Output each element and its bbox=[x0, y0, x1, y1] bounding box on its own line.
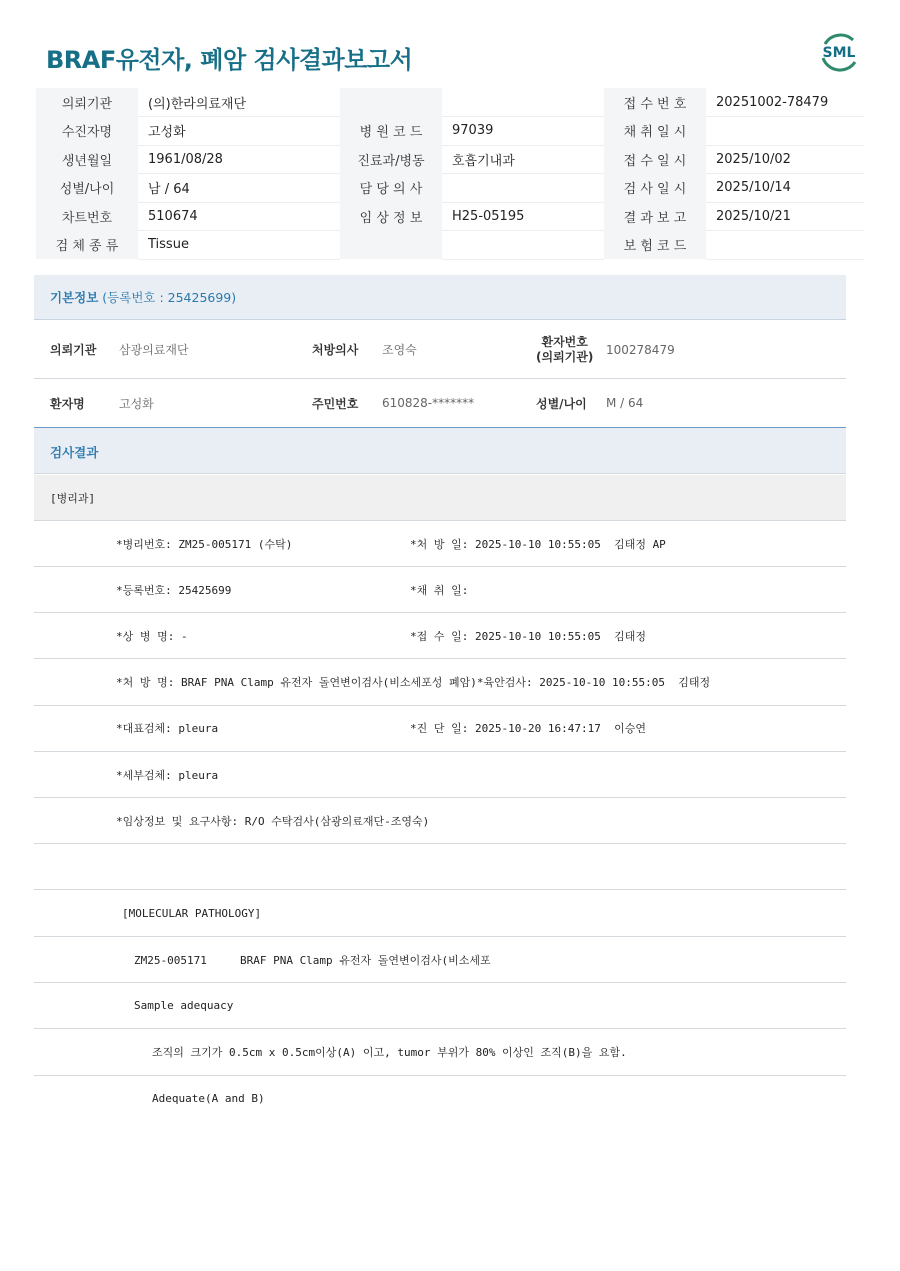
header-value-c: 2025/10/21 bbox=[706, 202, 864, 231]
pathology-section-label: [병리과] bbox=[50, 491, 96, 505]
report-title: BRAF유전자, 폐암 검사결과보고서 bbox=[46, 46, 413, 74]
header-value-b: 호흡기내과 bbox=[442, 145, 604, 174]
header-label-b: 진료과/병동 bbox=[340, 145, 442, 174]
header-label-b bbox=[340, 88, 442, 117]
result-line-left: *등록번호: 25425699 bbox=[116, 583, 232, 597]
header-label-c: 접 수 번 호 bbox=[604, 88, 706, 117]
result-line bbox=[34, 844, 846, 890]
registration-number: (등록번호 : 25425699) bbox=[102, 290, 237, 305]
molecular-line bbox=[34, 1076, 846, 1122]
patient-no-label-line1: 환자번호 bbox=[541, 334, 588, 349]
result-line bbox=[34, 798, 846, 844]
header-label-a: 의뢰기관 bbox=[36, 88, 138, 117]
result-line bbox=[34, 752, 846, 798]
result-line-right: *채 취 일: bbox=[410, 583, 469, 597]
doctor-value: 조영숙 bbox=[382, 343, 417, 357]
sex-age-label: 성별/나이 bbox=[536, 396, 587, 411]
header-value-b bbox=[442, 88, 604, 117]
patient-no-label bbox=[536, 321, 593, 378]
header-value-a: 남 / 64 bbox=[138, 174, 340, 203]
basic-info-band bbox=[34, 275, 846, 320]
header-label-a: 수진자명 bbox=[36, 117, 138, 146]
header-label-c: 보 험 코 드 bbox=[604, 231, 706, 260]
header-value-c bbox=[706, 231, 864, 260]
header-value-c: 20251002-78479 bbox=[706, 88, 864, 117]
molecular-line-text: Sample adequacy bbox=[134, 999, 234, 1013]
result-line-right: *접 수 일: 2025-10-10 10:55:05 김태정 bbox=[410, 629, 646, 643]
header-label-b bbox=[340, 231, 442, 260]
header-row bbox=[36, 88, 864, 117]
header-label-b: 병 원 코 드 bbox=[340, 117, 442, 146]
header-value-c bbox=[706, 117, 864, 146]
org-value: 삼광의료재단 bbox=[119, 343, 189, 357]
result-line-left: *대표검체: pleura bbox=[116, 722, 219, 736]
header-row bbox=[36, 231, 864, 260]
result-line-left: *병리번호: ZM25-005171 (수탁) bbox=[116, 537, 293, 551]
header-value-a: 510674 bbox=[138, 202, 340, 231]
name-value: 고성화 bbox=[119, 396, 154, 411]
header-value-b: 97039 bbox=[442, 117, 604, 146]
result-line bbox=[34, 660, 846, 706]
sml-logo bbox=[815, 28, 863, 76]
result-line bbox=[34, 521, 846, 567]
header-value-a: Tissue bbox=[138, 231, 340, 260]
result-line-left: *처 방 명: BRAF PNA Clamp 유전자 돌연변이검사(비소세포성 폐암)*육안검사: 2025-10-10 10:55:05 김태정 bbox=[116, 676, 711, 690]
id-value: 610828-******* bbox=[382, 396, 475, 410]
header-value-a: 고성화 bbox=[138, 117, 340, 146]
header-row bbox=[36, 117, 864, 146]
molecular-line bbox=[34, 891, 846, 937]
header-label-c: 접 수 일 시 bbox=[604, 145, 706, 174]
patient-no-value: 100278479 bbox=[606, 342, 675, 357]
header-label-b: 임 상 정 보 bbox=[340, 202, 442, 231]
name-label: 환자명 bbox=[50, 396, 85, 411]
patient-no-label-line2: (의뢰기관) bbox=[536, 349, 594, 364]
header-value-b bbox=[442, 231, 604, 260]
org-label: 의뢰기관 bbox=[50, 343, 97, 357]
header-value-c: 2025/10/14 bbox=[706, 174, 864, 203]
header-label-b: 담 당 의 사 bbox=[340, 174, 442, 203]
patient-header-table bbox=[36, 88, 864, 260]
molecular-line-text: ZM25-005171 BRAF PNA Clamp 유전자 돌연변이검사(비소세포 bbox=[134, 953, 491, 967]
header-label-c: 채 취 일 시 bbox=[604, 117, 706, 146]
header-row bbox=[36, 145, 864, 174]
header-label-c: 결 과 보 고 bbox=[604, 202, 706, 231]
molecular-line bbox=[34, 983, 846, 1029]
logo-text: SML bbox=[822, 45, 856, 61]
result-line bbox=[34, 706, 846, 752]
molecular-line-text: 조직의 크기가 0.5cm x 0.5cm이상(A) 이고, tumor 부위가 80% 이상인 조직(B)을 요함. bbox=[152, 1046, 627, 1060]
basic-info-label: 기본정보 bbox=[50, 290, 99, 305]
molecular-line-text: [MOLECULAR PATHOLOGY] bbox=[122, 907, 262, 920]
header-value-b bbox=[442, 174, 604, 203]
molecular-line-text: Adequate(A and B) bbox=[152, 1092, 265, 1106]
header-label-a: 생년월일 bbox=[36, 145, 138, 174]
molecular-line bbox=[34, 1030, 846, 1076]
result-line-left: *세부검체: pleura bbox=[116, 768, 219, 782]
sex-age-value: M / 64 bbox=[606, 396, 644, 410]
header-value-b: H25-05195 bbox=[442, 202, 604, 231]
results-band bbox=[34, 427, 846, 474]
header-label-a: 검 체 종 류 bbox=[36, 231, 138, 260]
header-label-a: 성별/나이 bbox=[36, 174, 138, 203]
pathology-section-header bbox=[34, 475, 846, 521]
header-value-a: (의)한라의료재단 bbox=[138, 88, 340, 117]
results-title: 검사결과 bbox=[50, 445, 99, 460]
header-value-c: 2025/10/02 bbox=[706, 145, 864, 174]
header-value-a: 1961/08/28 bbox=[138, 145, 340, 174]
header-row bbox=[36, 174, 864, 203]
result-line-right: *진 단 일: 2025-10-20 16:47:17 이승연 bbox=[410, 722, 646, 736]
result-line-left: *임상정보 및 요구사항: R/O 수탁검사(삼광의료재단-조영숙) bbox=[116, 814, 430, 828]
header-label-a: 차트번호 bbox=[36, 202, 138, 231]
basic-info-row-2 bbox=[34, 380, 846, 426]
result-line-right: *처 방 일: 2025-10-10 10:55:05 김태정 AP bbox=[410, 537, 666, 551]
result-line-left: *상 병 명: - bbox=[116, 629, 188, 643]
molecular-line bbox=[34, 937, 846, 983]
header-label-c: 검 사 일 시 bbox=[604, 174, 706, 203]
id-label: 주민번호 bbox=[312, 396, 359, 411]
result-line bbox=[34, 613, 846, 659]
basic-info-row-1 bbox=[34, 321, 846, 379]
basic-info-title bbox=[50, 288, 236, 306]
doctor-label: 처방의사 bbox=[312, 343, 359, 357]
header-row bbox=[36, 202, 864, 231]
result-line bbox=[34, 567, 846, 613]
